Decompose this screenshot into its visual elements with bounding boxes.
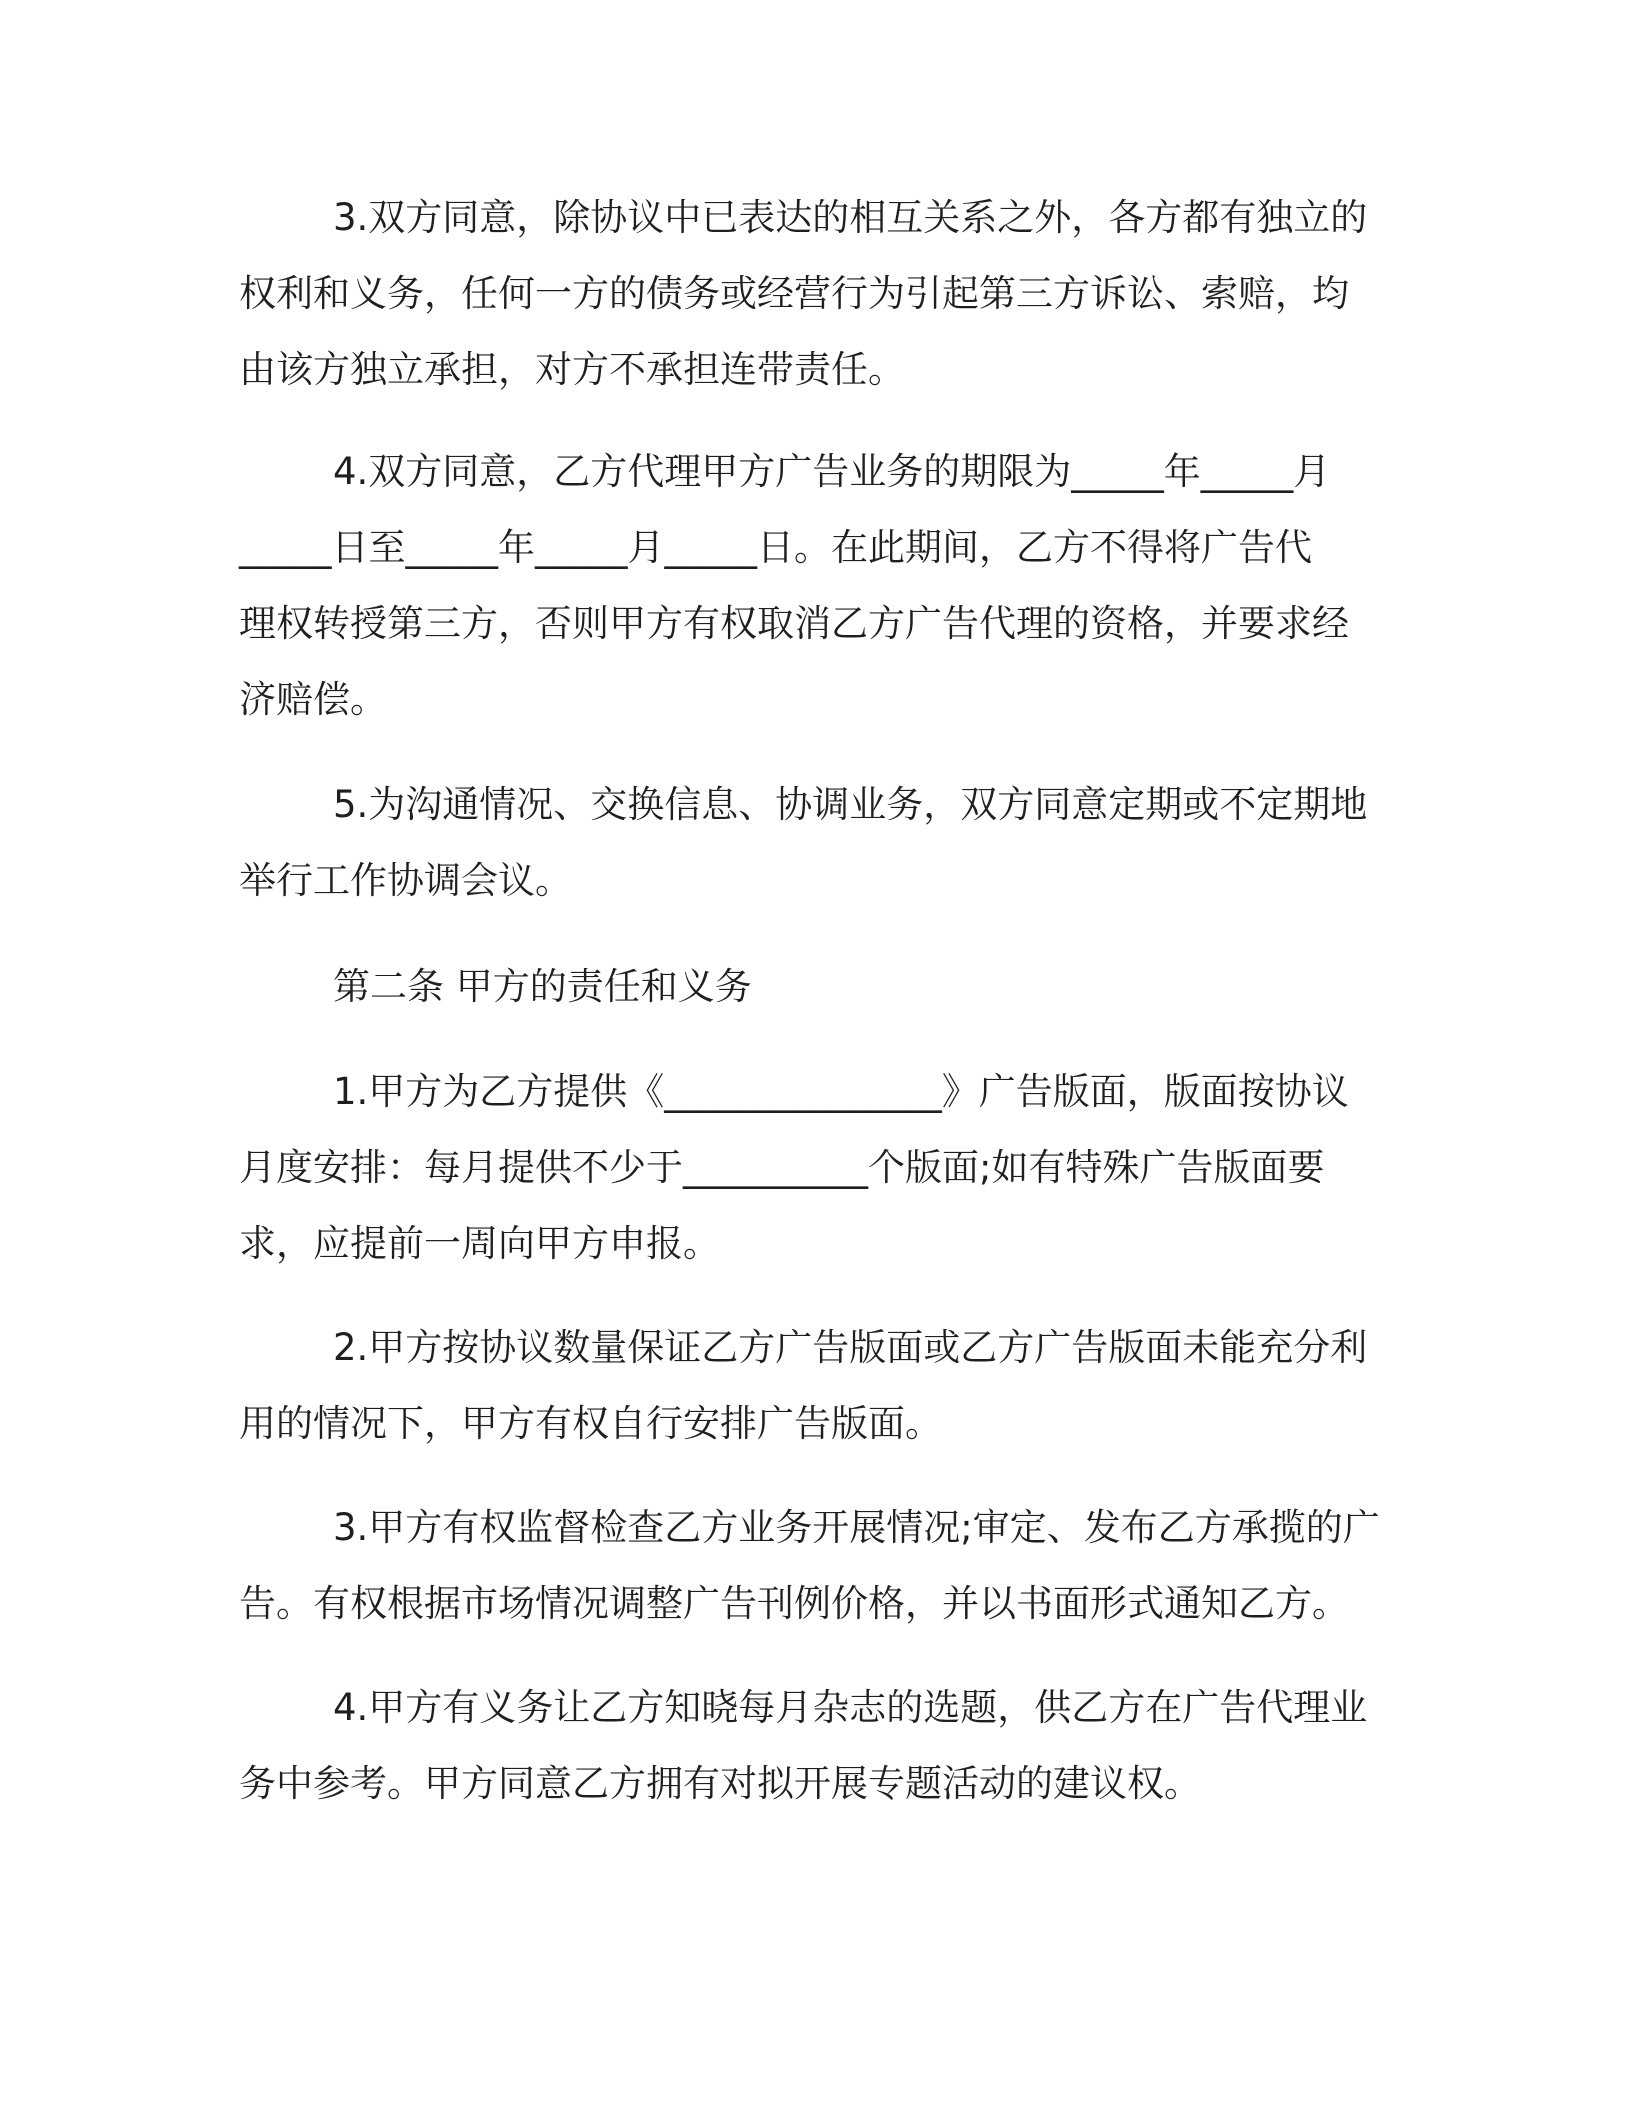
paragraph-line: 务中参考。甲方同意乙方拥有对拟开展专题活动的建议权。	[239, 1762, 1201, 1805]
paragraph-line: _____日至_____年_____月_____日。在此期间，乙方不得将广告代	[239, 526, 1312, 569]
paragraph-line: 告。有权根据市场情况调整广告刊例价格，并以书面形式通知乙方。	[239, 1582, 1349, 1625]
paragraph-line: 由该方独立承担，对方不承担连带责任。	[239, 348, 905, 391]
section-heading: 第二条 甲方的责任和义务	[333, 965, 752, 1008]
paragraph-line: 3.双方同意，除协议中已表达的相互关系之外，各方都有独立的	[333, 196, 1368, 239]
paragraph-line: 3.甲方有权监督检查乙方业务开展情况;审定、发布乙方承揽的广	[333, 1506, 1380, 1549]
paragraph-line: 求，应提前一周向甲方申报。	[239, 1222, 720, 1265]
paragraph-line: 2.甲方按协议数量保证乙方广告版面或乙方广告版面未能充分利	[333, 1326, 1368, 1369]
paragraph-line: 1.甲方为乙方提供《_______________》广告版面，版面按协议	[333, 1070, 1349, 1113]
paragraph-line: 理权转授第三方，否则甲方有权取消乙方广告代理的资格，并要求经	[239, 602, 1349, 645]
paragraph-line: 举行工作协调会议。	[239, 859, 572, 902]
paragraph-line: 4.双方同意，乙方代理甲方广告业务的期限为_____年_____月	[333, 450, 1331, 493]
paragraph-line: 5.为沟通情况、交换信息、协调业务，双方同意定期或不定期地	[333, 783, 1368, 826]
paragraph-line: 月度安排：每月提供不少于__________个版面;如有特殊广告版面要	[239, 1146, 1325, 1189]
paragraph-line: 用的情况下，甲方有权自行安排广告版面。	[239, 1402, 942, 1445]
paragraph-line: 济赔偿。	[239, 678, 387, 721]
paragraph-line: 4.甲方有义务让乙方知晓每月杂志的选题，供乙方在广告代理业	[333, 1686, 1368, 1729]
paragraph-line: 权利和义务，任何一方的债务或经营行为引起第三方诉讼、索赔，均	[239, 272, 1349, 315]
